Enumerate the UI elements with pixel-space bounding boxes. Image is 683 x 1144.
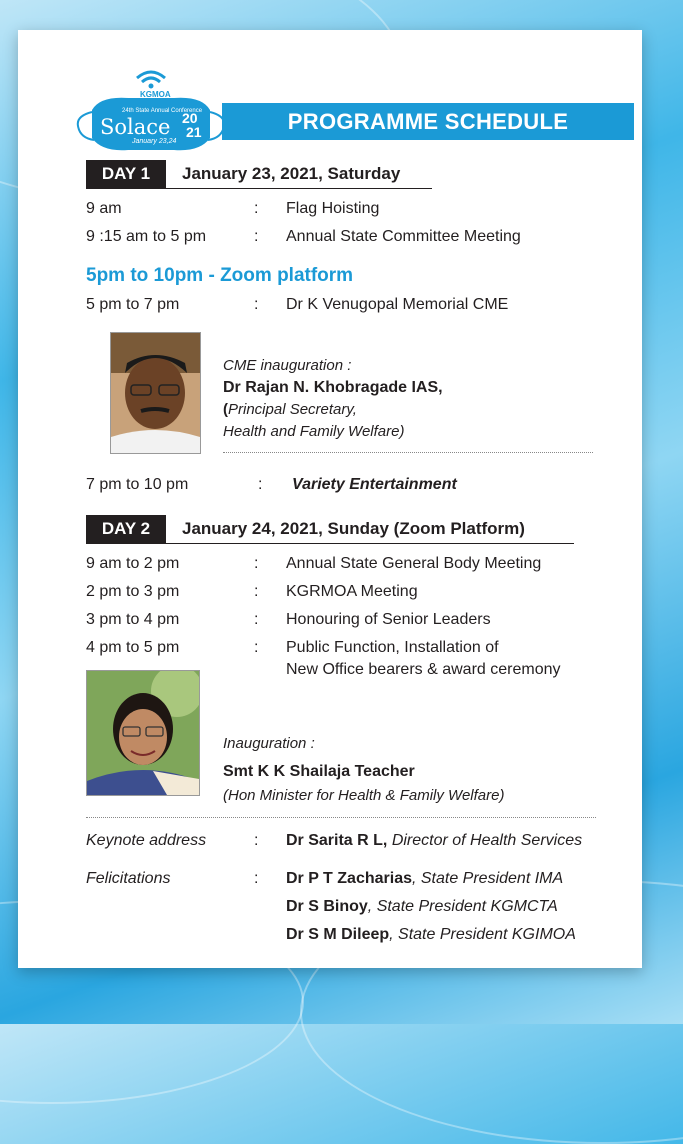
- row-separator: :: [254, 611, 259, 628]
- cme-speaker-name: Dr Rajan N. Khobragade IAS,: [223, 379, 443, 396]
- conference-logo: [70, 60, 232, 156]
- logo-year-bottom: 21: [186, 124, 202, 140]
- felicitation-role: , State President IMA: [411, 870, 564, 887]
- logo-name: Solace: [100, 115, 171, 139]
- row-separator: :: [254, 583, 259, 600]
- logo-org: KGMOA: [140, 90, 171, 99]
- felicitation-item: [286, 898, 558, 916]
- row-event: Honouring of Senior Leaders: [286, 611, 491, 628]
- row-time: 9 :15 am to 5 pm: [86, 228, 207, 245]
- row-event-line2: New Office bearers & award ceremony: [286, 661, 561, 678]
- speaker-photo-rajan: [110, 332, 201, 454]
- row-event: KGRMOA Meeting: [286, 583, 418, 600]
- schedule-row: [86, 555, 626, 579]
- day2-badge: DAY 2: [86, 515, 166, 543]
- keynote-role: Director of Health Services: [391, 832, 583, 849]
- felicitation-name: Dr S Binoy: [286, 898, 368, 915]
- role-line1: Principal Secretary,: [228, 401, 357, 418]
- guest-photo-shailaja: [86, 670, 200, 796]
- felicitation-item: [286, 870, 563, 888]
- keynote-label: Keynote address: [86, 832, 207, 849]
- schedule-row: [86, 476, 626, 500]
- cme-speaker-role-2: Health and Family Welfare): [223, 423, 405, 440]
- day2-date: January 24, 2021, Sunday (Zoom Platform): [182, 519, 525, 538]
- logo-subtitle: 24th State Annual Conference: [122, 108, 203, 114]
- felicitation-item: [286, 926, 576, 944]
- row-event: Annual State General Body Meeting: [286, 555, 542, 572]
- schedule-row: [86, 200, 626, 224]
- row-time: 9 am: [86, 200, 122, 217]
- row-time: 4 pm to 5 pm: [86, 639, 180, 656]
- inauguration-role: (Hon Minister for Health & Family Welfare): [223, 787, 505, 804]
- row-separator: :: [254, 228, 259, 245]
- cme-speaker-role: [223, 401, 357, 418]
- schedule-row: [86, 228, 626, 252]
- schedule-row: [86, 296, 626, 320]
- row-separator: :: [254, 639, 259, 656]
- row-event: Flag Hoisting: [286, 200, 380, 217]
- day1-date: January 23, 2021, Saturday: [182, 164, 401, 183]
- row-time: 3 pm to 4 pm: [86, 611, 180, 628]
- row-separator: :: [254, 296, 259, 313]
- row-time: 2 pm to 3 pm: [86, 583, 180, 600]
- row-time: 9 am to 2 pm: [86, 555, 180, 572]
- row-time: 7 pm to 10 pm: [86, 476, 189, 493]
- schedule-row: [86, 583, 626, 607]
- row-separator: :: [254, 200, 259, 217]
- logo-dates: January 23,24: [132, 138, 177, 145]
- cme-label: CME inauguration :: [223, 357, 352, 374]
- row-separator: :: [254, 555, 259, 572]
- felicitations-block: [86, 870, 626, 954]
- row-separator: :: [254, 870, 259, 887]
- role-paren: (: [223, 401, 228, 418]
- row-event: Public Function, Installation of: [286, 639, 499, 656]
- felicitation-name: Dr S M Dileep: [286, 926, 390, 943]
- zoom-heading: 5pm to 10pm - Zoom platform: [86, 265, 354, 286]
- day2-underline: [86, 543, 574, 544]
- felicitation-role: , State President KGMCTA: [367, 898, 558, 915]
- logo-year-top: 20: [182, 110, 198, 126]
- day1-underline: [86, 188, 432, 189]
- schedule-row: [86, 611, 626, 635]
- keynote-name: Dr Sarita R L,: [286, 832, 388, 849]
- felicitation-role: , State President KGIMOA: [389, 926, 576, 943]
- inauguration-name: Smt K K Shailaja Teacher: [223, 763, 415, 780]
- row-separator: :: [254, 832, 259, 849]
- row-separator: :: [258, 476, 263, 493]
- row-time: 5 pm to 7 pm: [86, 296, 180, 313]
- dotted-divider: [86, 817, 596, 818]
- row-event: Dr K Venugopal Memorial CME: [286, 296, 509, 313]
- dotted-divider: [223, 452, 593, 453]
- inauguration-label: Inauguration :: [223, 735, 315, 752]
- page-title: PROGRAMME SCHEDULE: [222, 103, 634, 140]
- felicitation-name: Dr P T Zacharias: [286, 870, 412, 887]
- day1-badge: DAY 1: [86, 160, 166, 188]
- schedule-card: [18, 30, 642, 968]
- row-event: Annual State Committee Meeting: [286, 228, 521, 245]
- keynote-row: [86, 832, 626, 856]
- felicitations-label: Felicitations: [86, 870, 171, 887]
- row-event: Variety Entertainment: [292, 476, 457, 493]
